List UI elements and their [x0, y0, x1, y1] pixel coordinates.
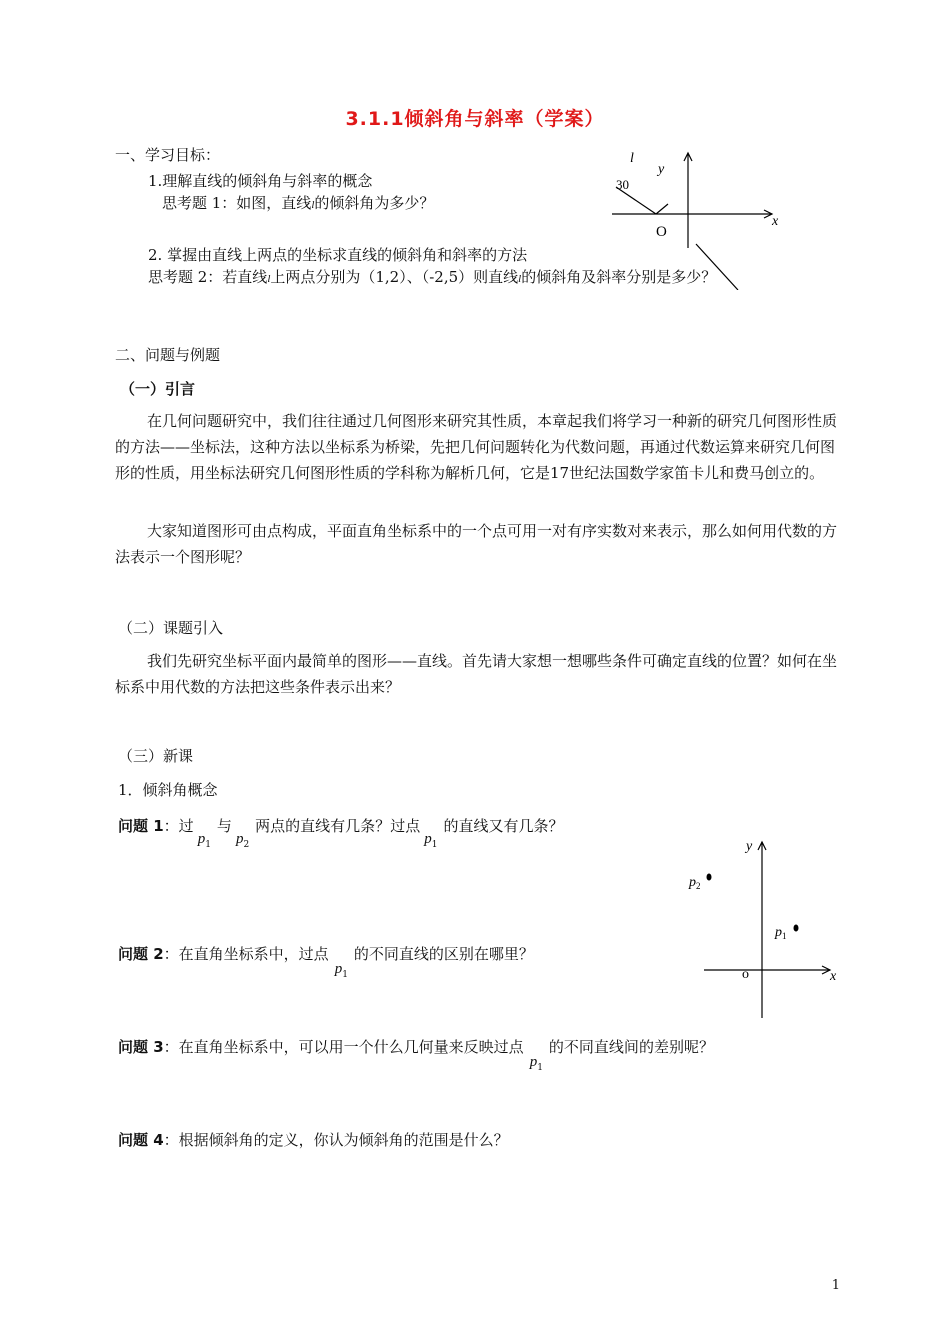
question-2-label: 问题 2: [118, 945, 164, 963]
label-p1: $p_1$: [775, 925, 787, 941]
think-question-2: 思考题 2：若直线l上两点分别为（1,2）、（-2,5）则直线l的倾斜角及斜率分别是多少？: [148, 268, 717, 286]
line-l: [696, 244, 738, 290]
label-x: x: [772, 214, 779, 229]
question-4-label: 问题 4: [118, 1131, 164, 1149]
point-p2: [707, 874, 712, 881]
question-3-label: 问题 3: [118, 1038, 164, 1056]
subsection-intro: （一）引言: [120, 380, 196, 398]
question-1: 问题 1：过$p_1$与$p_2$两点的直线有几条？过点$p_1$的直线又有几条？: [118, 817, 564, 850]
label-y: y: [746, 839, 753, 854]
think-question-1: 思考题 1：如图，直线l的倾斜角为多少？: [162, 194, 435, 212]
label-30: 30: [616, 177, 629, 192]
question-2: 问题 2：在直角坐标系中，过点$p_1$的不同直线的区别在哪里？: [118, 945, 534, 980]
label-origin: O: [656, 224, 667, 240]
intro-paragraph-2: 大家知道图形可由点构成，平面直角坐标系中的一个点可用一对有序实数对来表示，那么如何用代数的方法表示一个图形呢？: [115, 522, 838, 566]
subsection-topic: （二）课题引入: [118, 619, 224, 637]
intro-paragraph-1: 在几何问题研究中，我们往往通过几何图形来研究其性质，本章起我们将学习一种新的研究几何图形性质的方法——坐标法，这种方法以坐标系为桥梁，先把几何问题转化为代数问题，再通过代数运算来研究几何图形的性质，用坐标法研究几何图形性质的学科称为解析几何，它是17世纪法国数学家笛卡儿和费马创立的。: [115, 412, 838, 482]
section-heading-goals: 一、学习目标：: [115, 146, 221, 164]
section-heading-problems: 二、问题与例题: [115, 346, 221, 364]
topic-paragraph: 我们先研究坐标平面内最简单的图形——直线。首先请大家想一想哪些条件可确定直线的位置？如何在坐标系中用代数的方法把这些条件表示出来？: [115, 652, 838, 696]
question-4: 问题 4：根据倾斜角的定义，你认为倾斜角的范围是什么？: [118, 1131, 509, 1149]
figure-2-points-diagram: [680, 832, 850, 1022]
label-origin: o: [742, 967, 749, 982]
point-p1: [794, 925, 799, 932]
item-inclination-concept: 1．倾斜角概念: [118, 781, 218, 799]
page-number: 1: [831, 1278, 840, 1293]
label-y: y: [658, 162, 665, 177]
page-title: 3.1.1倾斜角与斜率（学案）: [345, 108, 605, 130]
label-p2: $p_2$: [689, 875, 701, 891]
angle-arc-mark: [656, 204, 668, 214]
goal-2: 2. 掌握由直线上两点的坐标求直线的倾斜角和斜率的方法: [148, 246, 528, 264]
label-x: x: [830, 969, 837, 984]
question-1-label: 问题 1: [118, 817, 164, 835]
label-l: l: [630, 151, 634, 166]
figure-1-coordinate-diagram: [600, 140, 800, 290]
goal-1: 1.理解直线的倾斜角与斜率的概念: [148, 172, 373, 190]
subsection-new-lesson: （三）新课: [118, 747, 194, 765]
var-l: l: [311, 199, 315, 211]
question-3: 问题 3：在直角坐标系中，可以用一个什么几何量来反映过点$p_1$的不同直线间的差别呢？: [118, 1038, 714, 1073]
